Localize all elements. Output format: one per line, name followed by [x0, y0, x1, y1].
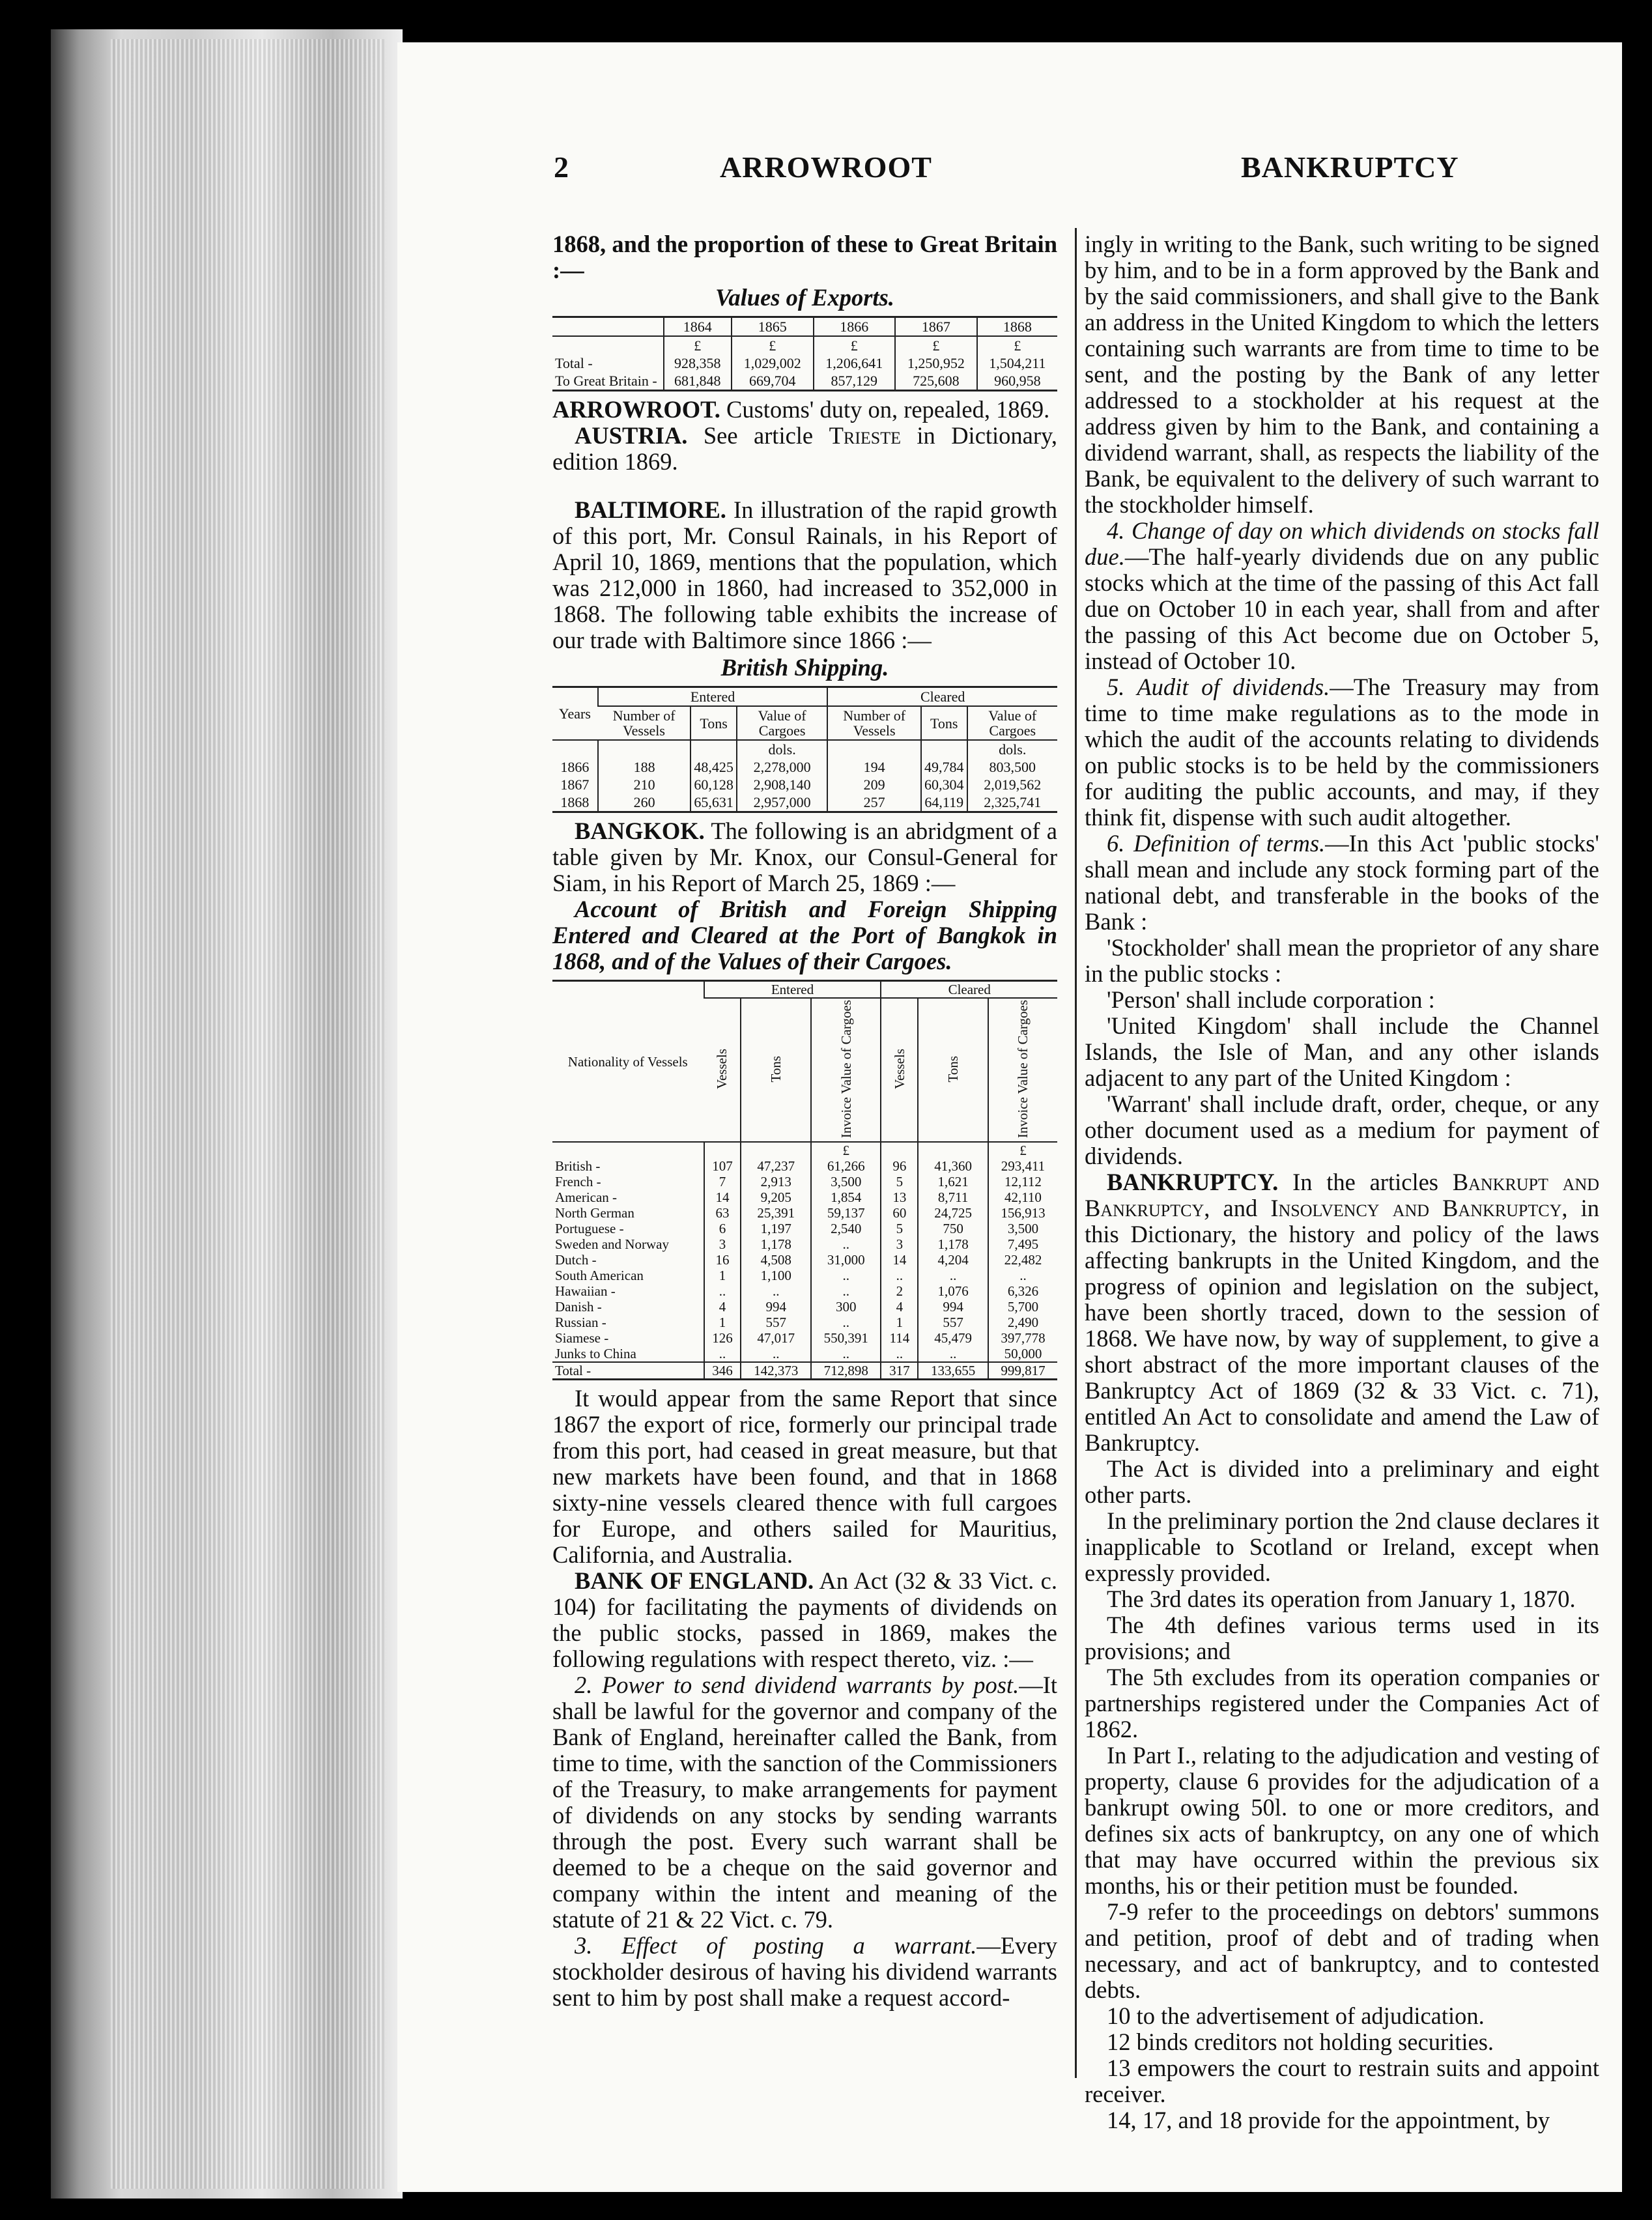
table-row: [552, 1174, 1057, 1189]
austria-ref: Trieste: [829, 422, 901, 449]
table-cell: 1: [704, 1315, 741, 1330]
table-cell: 1866: [560, 759, 590, 775]
table-cell: British -: [555, 1158, 601, 1174]
unit-label: £: [811, 1142, 881, 1158]
table-cell: 2,540: [811, 1221, 881, 1236]
table-cell: 7,495: [988, 1236, 1057, 1252]
unit-label: dols.: [737, 740, 827, 758]
left-column: [552, 231, 1057, 2011]
table-cell: 1,100: [741, 1268, 810, 1283]
table-cell: ..: [811, 1283, 881, 1299]
table-cell: ..: [988, 1268, 1057, 1283]
table-cell: 61,266: [811, 1158, 881, 1174]
unit-label: £: [664, 336, 732, 354]
table-cell: 114: [881, 1330, 918, 1346]
table-cell: 1,197: [741, 1221, 810, 1236]
table-cell: 4: [881, 1299, 918, 1315]
table-row: [552, 1268, 1057, 1283]
bankruptcy-entry: [1085, 1169, 1599, 1456]
right-column: [1085, 231, 1599, 2133]
section-6: [1085, 831, 1599, 935]
table-cell: 47,017: [741, 1330, 810, 1346]
unit-label: £: [895, 336, 977, 354]
bangkok-table-body: [552, 1158, 1057, 1362]
table-cell: 2,908,140: [737, 776, 827, 793]
arrowroot-text: Customs' duty on, repealed, 1869.: [726, 396, 1050, 423]
table-row: [552, 1205, 1057, 1221]
unit-label: £: [814, 336, 896, 354]
col-header: Vessels: [714, 1049, 730, 1089]
table-cell: 4,508: [741, 1252, 810, 1268]
table-cell: 133,655: [918, 1362, 988, 1380]
paragraph: 10 to the advertisement of adjudication.: [1107, 2002, 1485, 2029]
exports-year: 1868: [977, 317, 1057, 337]
section-text: —The half-yearly dividends due on any public stocks which at the time of the passing of this Act fall due on October 10 in each year, shall from and after the passing of this Act become due on October 5, instead of October 10.: [1085, 543, 1599, 674]
table-cell: Total -: [555, 1363, 591, 1379]
table-cell: 669,704: [732, 372, 814, 391]
unit-label: £: [988, 1142, 1057, 1158]
book-page: [397, 42, 1622, 2192]
table-cell: ..: [918, 1268, 988, 1283]
table-cell: 3,500: [811, 1174, 881, 1189]
col-header: Value of Cargoes: [737, 706, 827, 740]
table-cell: 557: [741, 1315, 810, 1330]
exports-year: 1865: [732, 317, 814, 337]
table-cell: 1867: [560, 776, 590, 793]
group-header: Entered: [598, 687, 828, 707]
intro-text: 1868, and the proportion of these to Great Britain :—: [552, 231, 1057, 283]
col-header: Number of Vessels: [827, 706, 921, 740]
table-cell: 96: [881, 1158, 918, 1174]
table-cell: Russian -: [555, 1315, 606, 1331]
table-cell: 293,411: [988, 1158, 1057, 1174]
table-cell: 257: [827, 793, 921, 812]
table-cell: ..: [811, 1268, 881, 1283]
table-cell: Danish -: [555, 1299, 602, 1315]
table-cell: 346: [704, 1362, 741, 1380]
col-header: Number of Vessels: [598, 706, 691, 740]
paragraph: 13 empowers the court to restrain suits and appoint receiver.: [1085, 2055, 1599, 2107]
group-header: Entered: [704, 981, 881, 999]
section-heading: 5. Audit of dividends.: [1107, 674, 1330, 700]
row-label: To Great Britain -: [555, 373, 657, 389]
table-cell: 725,608: [895, 372, 977, 391]
section-heading: 3. Effect of posting a warrant.: [575, 1932, 977, 1959]
unit-label: £: [977, 336, 1057, 354]
paragraph: 7-9 refer to the proceedings on debtors' summons and petition, proof of debt and of trading when necessary, and act of bankruptcy, and to contested debts.: [1085, 1898, 1599, 2003]
baltimore-entry: [552, 497, 1057, 653]
table-row: [552, 1252, 1057, 1268]
table-cell: ..: [881, 1268, 918, 1283]
group-header: Cleared: [827, 687, 1057, 707]
table-cell: 5,700: [988, 1299, 1057, 1315]
table-cell: 1,621: [918, 1174, 988, 1189]
table-cell: 126: [704, 1330, 741, 1346]
table-cell: 994: [741, 1299, 810, 1315]
section-2: [552, 1672, 1057, 1933]
col-header: Invoice Value of Cargoes: [838, 1000, 854, 1139]
table-cell: 209: [827, 776, 921, 793]
cross-reference: Bankrupt and Bankruptcy: [1085, 1169, 1599, 1221]
paragraph: The 4th defines various terms used in its provisions; and: [1085, 1612, 1599, 1664]
table-cell: 2,019,562: [967, 776, 1058, 793]
table-cell: 22,482: [988, 1252, 1057, 1268]
table-cell: 550,391: [811, 1330, 881, 1346]
table-cell: Dutch -: [555, 1252, 597, 1268]
table-cell: 4: [704, 1299, 741, 1315]
table-cell: 8,711: [918, 1189, 988, 1205]
table-cell: 9,205: [741, 1189, 810, 1205]
table-cell: 928,358: [664, 354, 732, 372]
table-cell: Siamese -: [555, 1330, 609, 1346]
table-cell: 557: [918, 1315, 988, 1330]
table-cell: American -: [555, 1189, 618, 1206]
table-cell: 999,817: [988, 1362, 1057, 1380]
col-header: Vessels: [891, 1049, 907, 1089]
table-cell: 25,391: [741, 1205, 810, 1221]
table-cell: 1,178: [918, 1236, 988, 1252]
table-cell: 107: [704, 1158, 741, 1174]
group-header: Cleared: [881, 981, 1057, 999]
section-heading: 4. Change of day on which dividends on stocks fall due.: [1085, 517, 1599, 570]
table-cell: 1,206,641: [814, 354, 896, 372]
column-rule: [1075, 228, 1077, 2078]
cross-reference: Insolvency and Bankruptcy: [1270, 1195, 1562, 1221]
table-cell: 14: [704, 1189, 741, 1205]
table-cell: 1,178: [741, 1236, 810, 1252]
col-header: Years: [552, 687, 598, 741]
table-cell: 65,631: [691, 793, 737, 812]
table-cell: 1,504,211: [977, 354, 1057, 372]
table-cell: 188: [598, 758, 691, 776]
table-row: [552, 372, 1057, 391]
section-text: —Every stockholder desirous of having his dividend warrants sent to him by post shall make a request accord-: [552, 1932, 1057, 2012]
section-5: [1085, 674, 1599, 831]
bankruptcy-text: , in this Dictionary, the history and policy of the laws affecting bankrupts in the United Kingdom, and the progress of opinion and legislation on the subject, have been shortly traced, down to the session of 1868. We have now, by way of supplement, to give a short abstract of the more important clauses of the Bankruptcy Act of 1869 (32 & 33 Vict. c. 71), entitled An Act to consolidate and amend the Law of Bankruptcy.: [1085, 1195, 1600, 1456]
table-cell: 63: [704, 1205, 741, 1221]
baltimore-heading: BALTIMORE.: [575, 496, 726, 523]
table-cell: 2,913: [741, 1174, 810, 1189]
table-row: [552, 1299, 1057, 1315]
austria-text: in Dictionary, edition 1869.: [552, 422, 1058, 475]
table-cell: 194: [827, 758, 921, 776]
table-row: [552, 1346, 1057, 1362]
table-cell: 1,250,952: [895, 354, 977, 372]
table-cell: North German: [555, 1205, 634, 1221]
boe-heading: BANK OF ENGLAND.: [575, 1567, 814, 1595]
table-cell: ..: [881, 1346, 918, 1362]
exports-year: 1867: [895, 317, 977, 337]
table-cell: 397,778: [988, 1330, 1057, 1346]
table-row: [552, 776, 1057, 793]
col-header: Tons: [691, 706, 737, 740]
table-cell: 3: [704, 1236, 741, 1252]
table-cell: 857,129: [814, 372, 896, 391]
table-cell: 13: [881, 1189, 918, 1205]
col-header: Nationality of Vessels: [552, 981, 704, 1143]
baltimore-shipping-table: [552, 686, 1057, 813]
table-cell: 5: [881, 1174, 918, 1189]
table-cell: 42,110: [988, 1189, 1057, 1205]
table-cell: 750: [918, 1221, 988, 1236]
paragraph: In Part I., relating to the adjudication and vesting of property, clause 6 provides for the adjudication of a bankrupt owing 50l. to one or more creditors, and defines six acts of bankruptcy, on any one of which that may have occurred within the previous six months, his or their petition must be founded.: [1085, 1742, 1599, 1899]
table-cell: 1: [881, 1315, 918, 1330]
table-row: [552, 1236, 1057, 1252]
table-cell: 1868: [560, 794, 590, 810]
table-cell: 1,076: [918, 1283, 988, 1299]
left-running-title: ARROWROOT: [720, 150, 932, 184]
table-cell: 1,029,002: [732, 354, 814, 372]
bank-of-england-entry: [552, 1568, 1057, 1672]
table-row: [552, 1158, 1057, 1174]
table-cell: 6: [704, 1221, 741, 1236]
austria-text: See article: [703, 422, 814, 449]
table-cell: ..: [704, 1346, 741, 1362]
exports-year: 1866: [814, 317, 896, 337]
table-cell: ..: [741, 1283, 810, 1299]
bankruptcy-text: , and: [1204, 1195, 1258, 1221]
bangkok-table-caption: Account of British and Foreign Shipping Entered and Cleared at the Port of Bangkok in 1868, and of the Values of their Cargoes.: [552, 896, 1057, 975]
table-cell: Sweden and Norway: [555, 1236, 669, 1253]
table-cell: 48,425: [691, 758, 737, 776]
table-row: [552, 1221, 1057, 1236]
table-cell: 2: [881, 1283, 918, 1299]
table-total-row: [552, 1362, 1057, 1380]
table-cell: 5: [881, 1221, 918, 1236]
baltimore-text: In illustration of the rapid growth of this port, Mr. Consul Rainals, in his Report of April 10, 1869, mentions that the population, which was 212,000 in 1860, had increased to 352,000 in 1868. The following table exhibits the increase of our trade with Baltimore since 1866 :—: [552, 496, 1058, 653]
table-cell: 960,958: [977, 372, 1057, 391]
bangkok-heading: BANGKOK.: [575, 818, 705, 844]
table-cell: South American: [555, 1268, 644, 1284]
table-cell: 681,848: [664, 372, 732, 391]
table-cell: 50,000: [988, 1346, 1057, 1362]
shipping-caption: British Shipping.: [720, 654, 889, 681]
table-cell: 260: [598, 793, 691, 812]
table-row: [552, 758, 1057, 776]
paragraph: 14, 17, and 18 provide for the appointment, by: [1107, 2107, 1550, 2133]
table-cell: 16: [704, 1252, 741, 1268]
table-cell: 2,490: [988, 1315, 1057, 1330]
table-cell: 3,500: [988, 1221, 1057, 1236]
exports-caption: Values of Exports.: [715, 284, 894, 311]
table-cell: ..: [811, 1236, 881, 1252]
col-header: Tons: [921, 706, 967, 740]
table-cell: 24,725: [918, 1205, 988, 1221]
unit-label: dols.: [967, 740, 1058, 758]
row-label: Total -: [555, 355, 593, 371]
austria-entry: [552, 423, 1057, 475]
table-cell: ..: [811, 1315, 881, 1330]
bankruptcy-text: In the articles: [1292, 1169, 1438, 1195]
table-cell: 994: [918, 1299, 988, 1315]
paragraph: In the preliminary portion the 2nd clause declares it inapplicable to Scotland or Ireland, except when expressly provided.: [1085, 1507, 1599, 1586]
definition: 'Person' shall include corporation :: [1107, 986, 1435, 1013]
col-header: Tons: [945, 1055, 961, 1083]
bangkok-text: The following is an abridgment of a table given by Mr. Knox, our Consul-General for Siam, in his Report of March 25, 1869 :—: [552, 818, 1058, 896]
paragraph: The Act is divided into a preliminary and eight other parts.: [1085, 1455, 1599, 1508]
table-cell: ..: [918, 1346, 988, 1362]
page-edge-texture: [111, 39, 384, 2189]
table-cell: ..: [704, 1283, 741, 1299]
table-cell: 1,854: [811, 1189, 881, 1205]
continuation-text: ingly in writing to the Bank, such writing to be signed by him, and to be in a form approved by the Bank and by the said commissioners, and shall give to the Bank an address in the United Kingdom to which the letters containing such warrants are from time to time to be sent, and the posting by the Bank of any letter addressed to a stockholder at his request at the address given by him to the Bank, and containing a dividend warrant, shall, as respects the liability of the Bank, be equivalent to the delivery of such warrant to the stockholder himself.: [1085, 231, 1599, 518]
table-cell: Portuguese -: [555, 1221, 624, 1237]
table-cell: 47,237: [741, 1158, 810, 1174]
unit-label: £: [732, 336, 814, 354]
table-cell: 2,325,741: [967, 793, 1058, 812]
austria-heading: AUSTRIA.: [575, 422, 688, 449]
section-3: [552, 1933, 1057, 2011]
definition: 'Warrant' shall include draft, order, cheque, or any other document used as a medium for payment of dividends.: [1085, 1090, 1599, 1169]
table-cell: 4,204: [918, 1252, 988, 1268]
table-cell: 2,278,000: [737, 758, 827, 776]
section-heading: 6. Definition of terms.: [1107, 830, 1326, 857]
table-cell: 3: [881, 1236, 918, 1252]
bangkok-entry: [552, 818, 1057, 896]
table-cell: 60,304: [921, 776, 967, 793]
boe-text: An Act (32 & 33 Vict. c. 104) for facilitating the payments of dividends on the public stocks, passed in 1869, makes the following regulations with respect thereto, viz. :—: [552, 1567, 1057, 1673]
table-cell: Junks to China: [555, 1346, 636, 1362]
arrowroot-heading: ARROWROOT.: [552, 396, 720, 423]
table-cell: 210: [598, 776, 691, 793]
exports-year: 1864: [664, 317, 732, 337]
paragraph: 12 binds creditors not holding securities.: [1107, 2028, 1494, 2055]
table-row: [552, 1189, 1057, 1205]
page-number: 2: [554, 150, 569, 184]
table-cell: 31,000: [811, 1252, 881, 1268]
section-heading: 2. Power to send dividend warrants by post.: [575, 1672, 1019, 1699]
col-header: Invoice Value of Cargoes: [1015, 1000, 1031, 1139]
table-cell: 7: [704, 1174, 741, 1189]
table-cell: 712,898: [811, 1362, 881, 1380]
col-header: Tons: [768, 1055, 784, 1083]
table-cell: 60: [881, 1205, 918, 1221]
col-header: Value of Cargoes: [967, 706, 1058, 740]
section-text: —It shall be lawful for the governor and company of the Bank of England, hereinafter called the Bank, from time to time, with the sanction of the Commissioners of the Treasury, to make arrangements for payment of dividends on any stocks by sending warrants through the post. Every such warrant shall be deemed to be a cheque on the said governor and company within the intent and meaning of the statute of 21 & 22 Vict. c. 79.: [552, 1672, 1057, 1933]
table-cell: 1: [704, 1268, 741, 1283]
table-cell: 49,784: [921, 758, 967, 776]
table-cell: 14: [881, 1252, 918, 1268]
exports-table: [552, 316, 1057, 391]
table-cell: 300: [811, 1299, 881, 1315]
table-row: [552, 1315, 1057, 1330]
table-cell: 59,137: [811, 1205, 881, 1221]
table-cell: 803,500: [967, 758, 1058, 776]
section-text: —The Treasury may from time to time make regulations as to the mode in which the audit of the accounts relating to dividends on public stocks is to be held by the commissioners for auditing the public accounts, and may, if they think fit, dispense with such audit altogether.: [1085, 674, 1600, 831]
section-4: [1085, 518, 1599, 674]
bangkok-shipping-table: [552, 980, 1057, 1380]
table-cell: 2,957,000: [737, 793, 827, 812]
table-cell: 60,128: [691, 776, 737, 793]
table-row: [552, 793, 1057, 812]
table-cell: 41,360: [918, 1158, 988, 1174]
paragraph: The 5th excludes from its operation companies or partnerships registered under the Companies Act of 1862.: [1085, 1664, 1599, 1743]
table-row: [552, 1330, 1057, 1346]
table-cell: 156,913: [988, 1205, 1057, 1221]
table-cell: 64,119: [921, 793, 967, 812]
table-cell: 317: [881, 1362, 918, 1380]
table-cell: 12,112: [988, 1174, 1057, 1189]
rice-text: It would appear from the same Report that since 1867 the export of rice, formerly our principal trade from this port, had ceased in great measure, but that new markets have been found, and that in 1868 sixty-nine vessels cleared thence with full cargoes for Europe, and others sailed for Mauritius, California, and Australia.: [552, 1385, 1057, 1569]
bankruptcy-heading: BANKRUPTCY.: [1107, 1169, 1279, 1195]
definition: 'Stockholder' shall mean the proprietor of any share in the public stocks :: [1085, 934, 1599, 987]
table-cell: 45,479: [918, 1330, 988, 1346]
section-text: —In this Act 'public stocks' shall mean and include any stock forming part of the national debt, and transferable in the books of the Bank :: [1085, 830, 1600, 935]
definition: 'United Kingdom' shall include the Channel Islands, the Isle of Man, and any other islands adjacent to any part of the United Kingdom :: [1085, 1012, 1599, 1091]
table-row: [552, 354, 1057, 372]
table-cell: Hawaiian -: [555, 1283, 616, 1300]
table-cell: 6,326: [988, 1283, 1057, 1299]
right-running-title: BANKRUPTCY: [1241, 150, 1459, 184]
table-cell: 142,373: [741, 1362, 810, 1380]
table-cell: French -: [555, 1174, 601, 1190]
table-cell: ..: [741, 1346, 810, 1362]
table-cell: ..: [811, 1346, 881, 1362]
table-row: [552, 1283, 1057, 1299]
arrowroot-entry: [552, 397, 1057, 423]
paragraph: The 3rd dates its operation from January 1, 1870.: [1107, 1586, 1576, 1612]
